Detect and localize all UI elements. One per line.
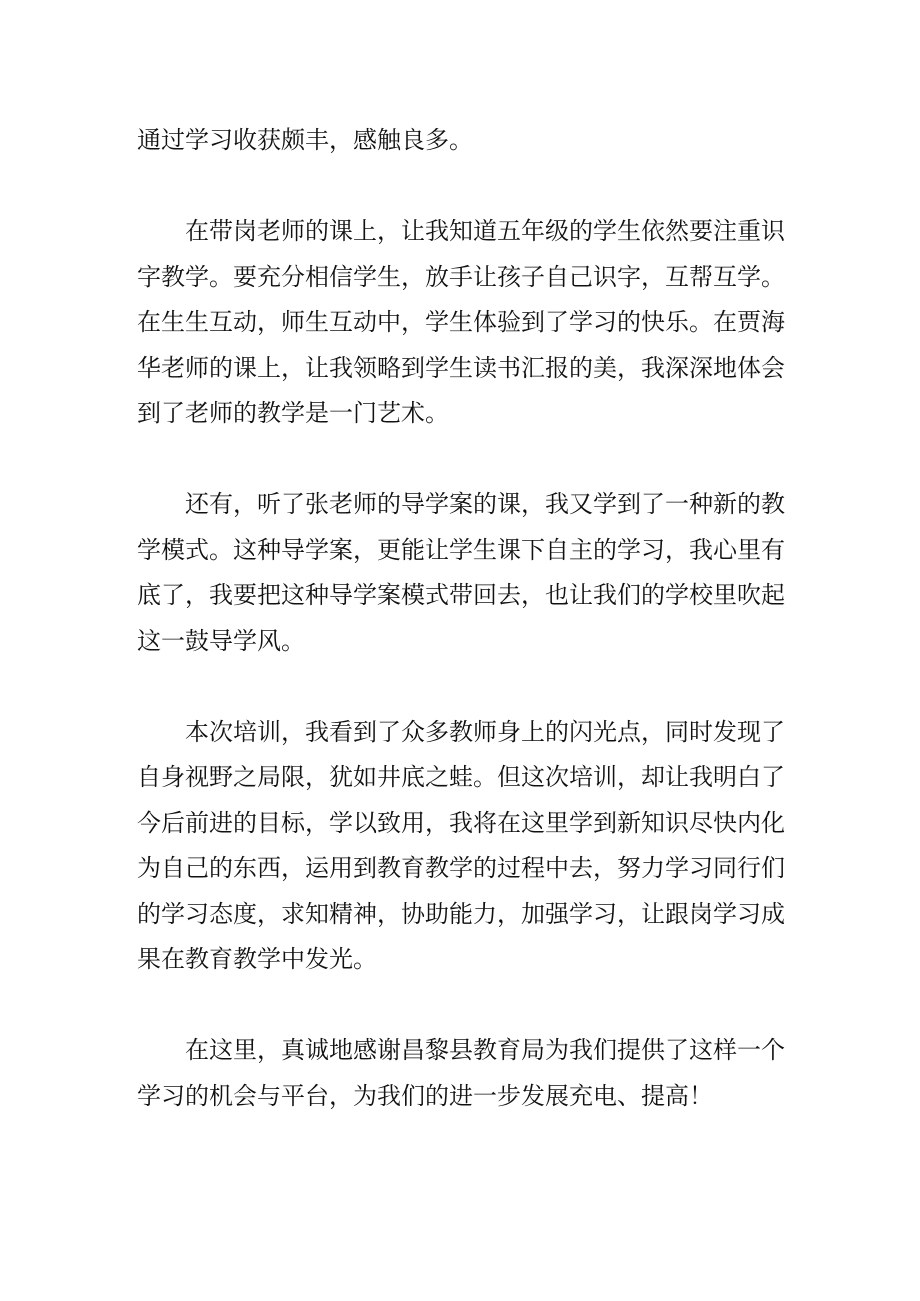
- paragraph-continuation: 通过学习收获颇丰，感触良多。: [137, 126, 473, 154]
- paragraph-mentor-class: 在带岗老师的课上，让我知道五年级的学生依然要注重识字教学。要充分相信学生，放手让孩子自己识字，互帮互学。在生生互动，师生互动中，学生体验到了学习的快乐。在贾海华老师的课上，让我领略到学生读书汇报的美，我深深地体会到了老师的教学是一门艺术。: [137, 217, 785, 427]
- paragraph-guided-learning: 还有，听了张老师的导学案的课，我又学到了一种新的教学模式。这种导学案，更能让学生课下自主的学习，我心里有底了，我要把这种导学案模式带回去，也让我们的学校里吹起这一鼓导学风。: [137, 490, 785, 655]
- paragraph-gap: [137, 983, 785, 1029]
- paragraph-thanks: 在这里，真诚地感谢昌黎县教育局为我们提供了这样一个学习的机会与平台，为我们的进一步发展充电、提高！: [137, 1036, 785, 1110]
- paragraph-training-reflection: 本次培训，我看到了众多教师身上的闪光点，同时发现了自身视野之局限，犹如井底之蛙。但这次培训，却让我明白了今后前进的目标，学以致用，我将在这里学到新知识尽快内化为自己的东西，运用到教育教学的过程中去，努力学习同行们的学习态度，求知精神，协助能力，加强学习，让跟岗学习成果在教育教学中发光。: [137, 717, 785, 973]
- document-body: [137, 118, 785, 1119]
- paragraph-gap: [137, 437, 785, 483]
- paragraph-gap: [137, 664, 785, 710]
- paragraph-gap: [137, 164, 785, 210]
